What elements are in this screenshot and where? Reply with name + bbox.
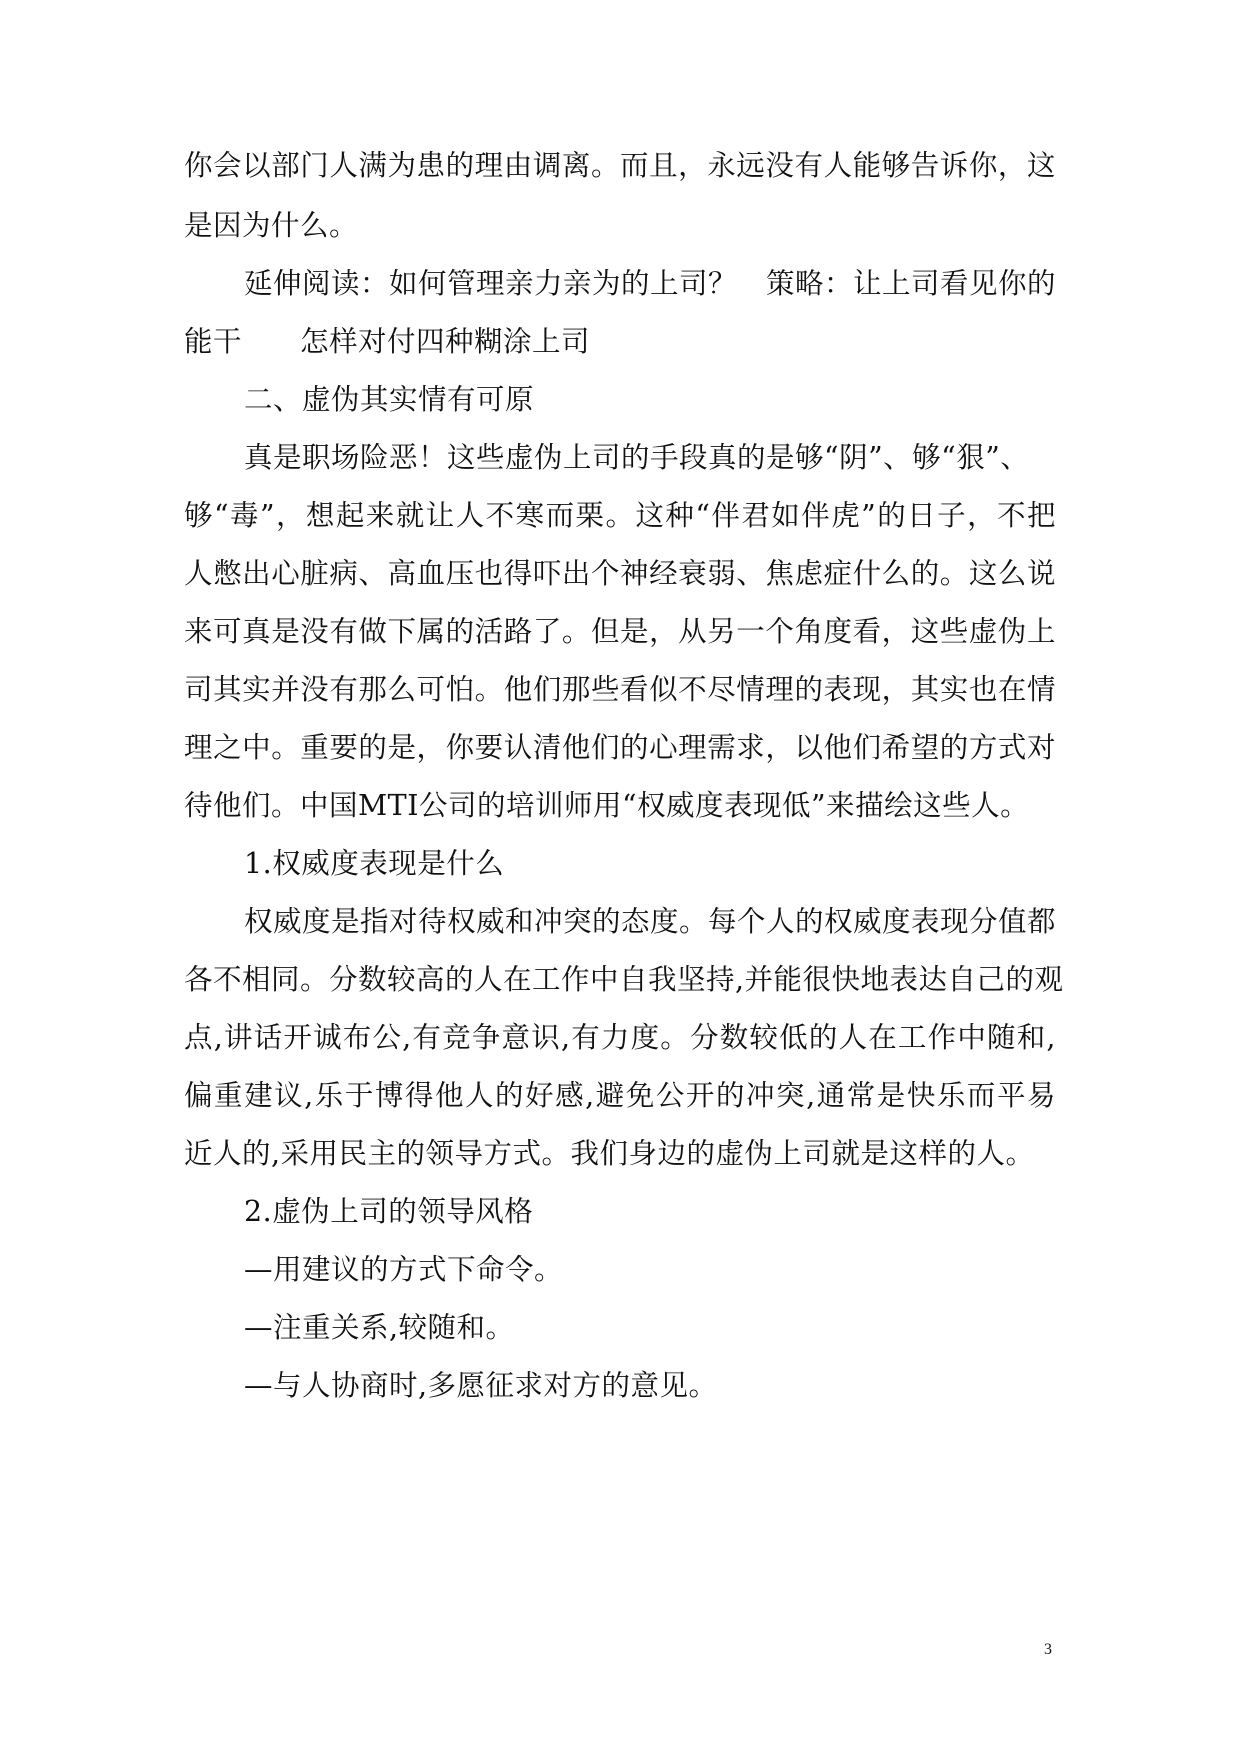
text-line: 待他们。中国MTI公司的培训师用“权威度表现低”来描绘这些人。 [184,789,1030,822]
list-item: —与人协商时,多愿征求对方的意见。 [244,1369,718,1402]
text-line: 真是职场险恶！这些虚伪上司的手段真的是够“阴”、够“狠”、 [244,441,1030,474]
text-line: 近人的,采用民主的领导方式。我们身边的虚伪上司就是这样的人。 [184,1137,1035,1170]
text-line: 司其实并没有那么可怕。他们那些看似不尽情理的表现，其实也在情 [184,673,1056,706]
text-line: 是因为什么。 [184,209,359,242]
list-item: —注重关系,较随和。 [244,1311,515,1344]
subsection-heading: 1.权威度表现是什么 [244,847,505,880]
text-line: 点,讲话开诚布公,有竞争意识,有力度。分数较低的人在工作中随和, [184,1021,1056,1054]
text-line: 理之中。重要的是，你要认清他们的心理需求，以他们希望的方式对 [184,731,1056,764]
text-line: 人憋出心脏病、高血压也得吓出个神经衰弱、焦虑症什么的。这么说 [184,557,1056,590]
text-line: 各不相同。分数较高的人在工作中自我坚持,并能很快地表达自己的观 [184,963,1064,996]
text-line: 够“毒”，想起来就让人不寒而栗。这种“伴君如伴虎”的日子，不把 [184,499,1056,532]
section-heading: 二、虚伪其实情有可原 [244,383,535,416]
list-item: —用建议的方式下命令。 [244,1253,564,1286]
text-line: 来可真是没有做下属的活路了。但是，从另一个角度看，这些虚伪上 [184,615,1056,648]
text-line: 能干 怎样对付四种糊涂上司 [184,325,591,358]
text-line: 偏重建议,乐于博得他人的好感,避免公开的冲突,通常是快乐而平易 [184,1079,1056,1112]
page-number: 3 [1044,1641,1052,1658]
text-line: 延伸阅读：如何管理亲力亲为的上司？ 策略：让上司看见你的 [244,267,1057,300]
text-line: 你会以部门人满为患的理由调离。而且，永远没有人能够告诉你，这 [184,149,1056,182]
text-line: 权威度是指对待权威和冲突的态度。每个人的权威度表现分值都 [244,905,1057,938]
subsection-heading: 2.虚伪上司的领导风格 [244,1195,534,1228]
